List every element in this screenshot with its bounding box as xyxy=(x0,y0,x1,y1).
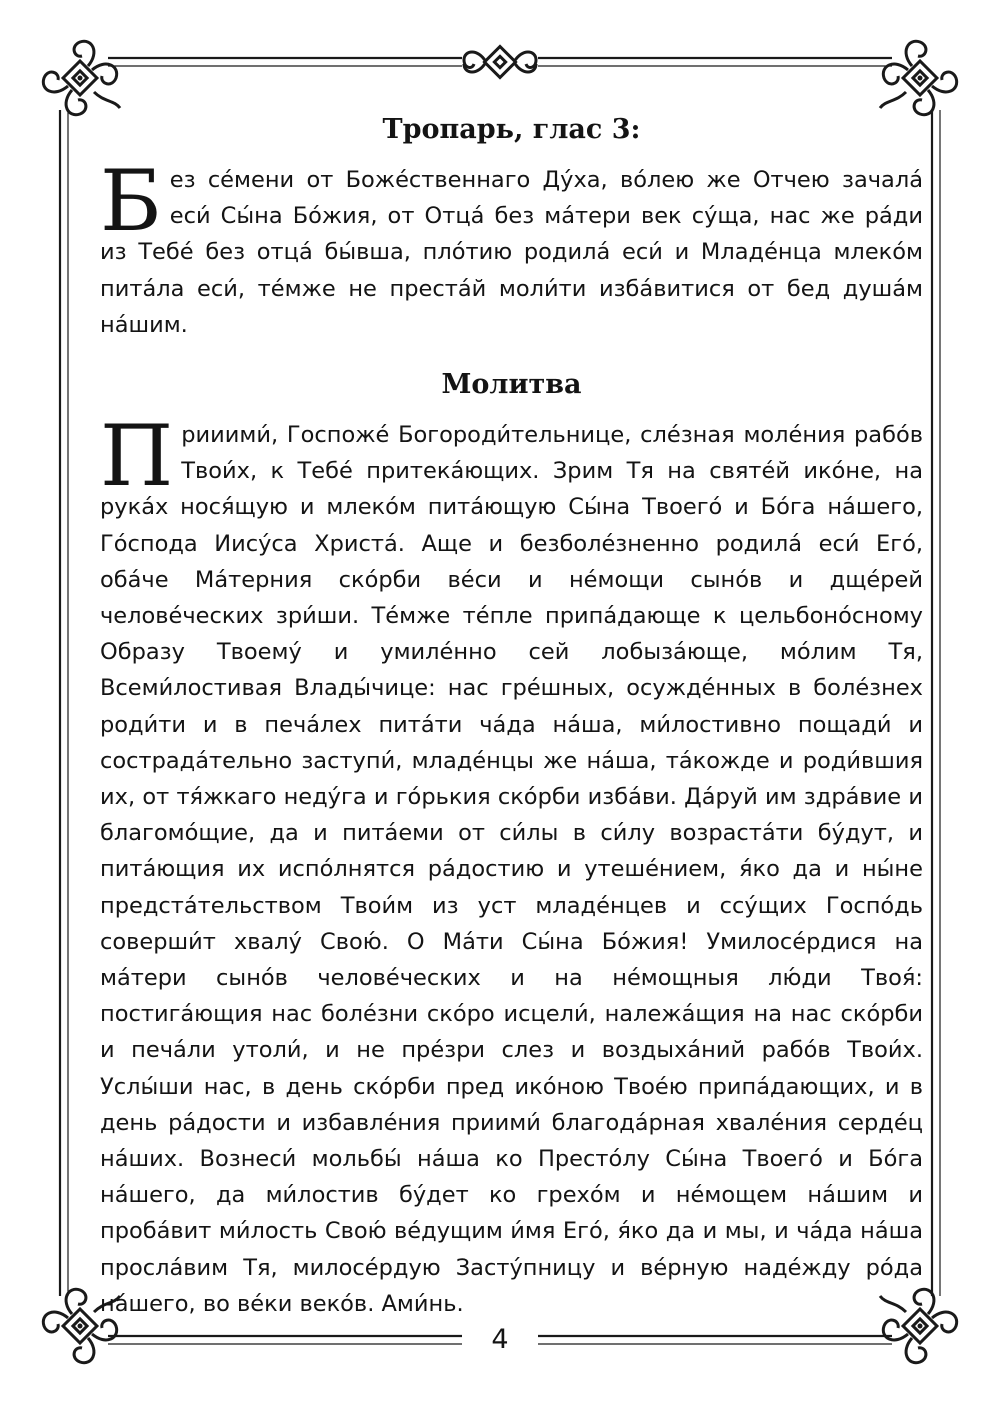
troparion-title: Тропарь, глас 3: xyxy=(382,114,641,145)
page-number: 4 xyxy=(491,1324,509,1355)
troparion-body: ез се́мени от Боже́ственнаго Ду́ха, во́лею же Отчею зачала́ еси́ Сы́на Бо́жия, от Отца́ без ма́тери век су́ща, нас же ра́ди из Тебе́ без отца́ бы́вша, пло́тию родила́ еси́ и Младе́нца млеко́м пита́ла еси́, те́мже не преста́й моли́ти изба́витися от бед душа́м на́шим. xyxy=(100,167,923,338)
troparion-dropcap: Б xyxy=(100,152,162,250)
troparion-text xyxy=(100,152,923,343)
corner-ornament-top-left xyxy=(43,41,120,114)
prayer-text xyxy=(100,407,923,1322)
prayer-body: рииими́, Госпоже́ Богороди́тельнице, сле́зная моле́ния рабо́в Твои́х, к Тебе́ притека́ющих. Зрим Тя на святе́й ико́не, на рука́х нося́щую и млеко́м пита́ющую Сы́на Твоего́ и Бо́га на́шего, Го́спода Иису́са Христа́. Аще и безболе́зненно родила́ еси́ Его́, оба́че Ма́терния ско́рби ве́си и не́мощи сыно́в и дще́рей челове́ческих зри́ши. Те́мже те́пле припа́дающе к цельбоно́сному Образу Твоему́ и умиле́нно сей лобыза́юще, мо́лим Тя, Всеми́лостивая Влады́чице: нас гре́шных, осужде́нных в боле́знех роди́ти и в печа́лех пита́ти ча́да на́ша, ми́лостивно пощади́ и сострада́тельно заступи́, младе́нцы же на́ша, та́кожде и роди́вшия их, от тя́жкаго неду́га и го́рькия ско́рби изба́ви. Да́руй им здра́вие и благомо́щие, да и пита́еми от си́лы в си́лу возраста́ти бу́дут, и пита́ющия их испо́лнятся ра́достию и утеше́нием, я́ко да и ны́не предста́тельством Твои́м из уст младе́нцев и ссу́щих Госпо́дь соверши́т хвалу́ Свою́. О Ма́ти Сы́на Бо́жия! Умилосе́рдися на ма́тери сыно́в челове́ческих и на не́мощныя лю́ди Твоя́: постига́ющия нас боле́зни ско́ро исцели́, належа́щия на нас ско́рби и печа́ли утоли́, и не пре́зри слез и воздыха́ний рабо́в Твои́х. Услы́ши нас, в день ско́рби пред ико́ною Твое́ю припа́дающих, и в день ра́дости и избавле́ния приими́ благода́рная хвале́ния серде́ц на́ших. Вознеси́ мольбы́ на́ша ко Престо́лу Сы́на Твоего́ и Бо́га на́шего, да ми́лостив бу́дет ко грехо́м и не́мощем на́шим и проба́вит ми́лость Свою́ ве́дущим и́мя Его́, я́ко да и мы, и ча́да на́ша просла́вим Тя, милосе́рдую Засту́пницу и ве́рную наде́жду ро́да на́шего, во ве́ки веко́в. Ами́нь. xyxy=(100,422,923,1317)
prayer-dropcap: П xyxy=(100,407,174,506)
corner-ornament-top-right xyxy=(880,41,957,114)
prayer-title: Молитва xyxy=(441,369,582,401)
top-center-ornament xyxy=(464,46,536,77)
page-content xyxy=(100,108,923,1322)
